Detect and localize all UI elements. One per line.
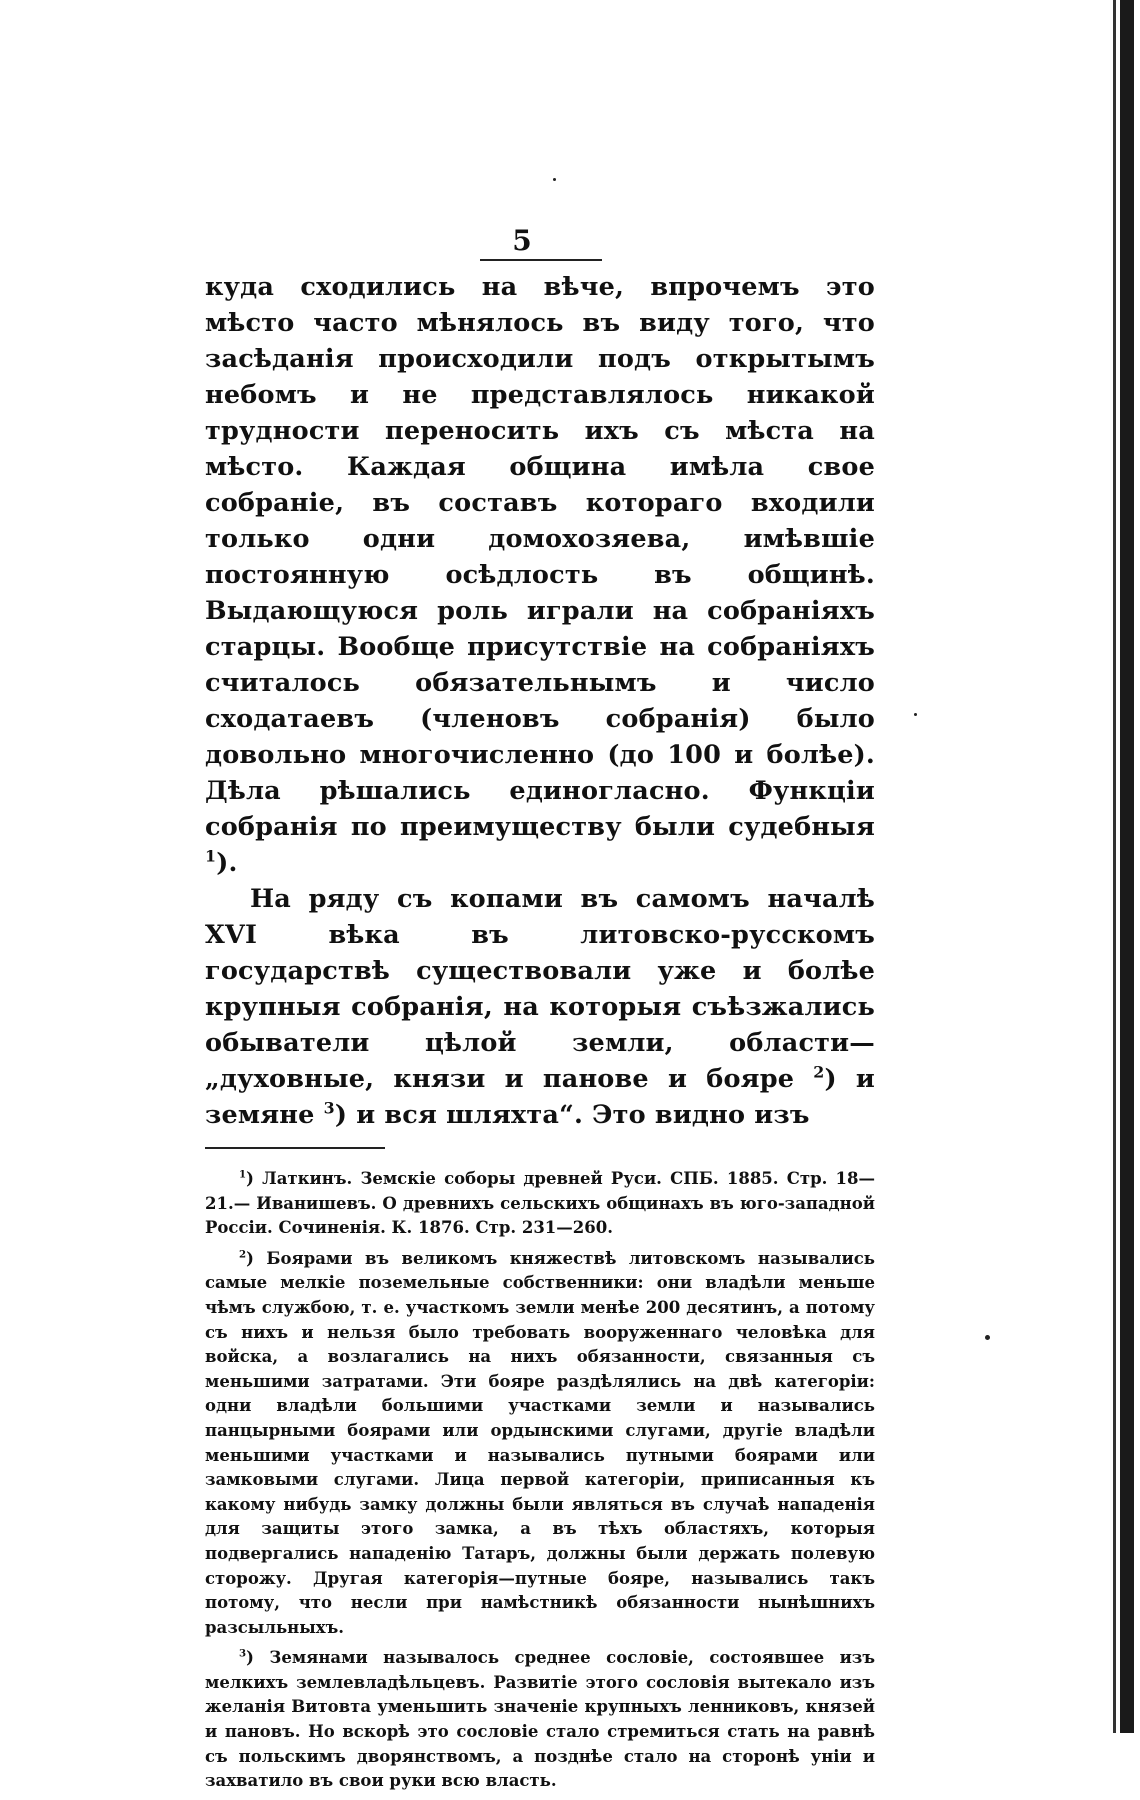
footnote-2: [205, 1247, 875, 1641]
body-text-run: ) и вся шляхта“. Это видно изъ: [334, 1100, 810, 1130]
scan-speck: [553, 178, 556, 181]
footnotes: [205, 1167, 875, 1794]
scan-speck: [914, 713, 917, 716]
footnote-3: [205, 1646, 875, 1794]
body-paragraph: [205, 269, 875, 881]
scan-edge-line: [1113, 0, 1116, 1733]
footnote-1: [205, 1167, 875, 1241]
footnote-mark: 2: [239, 1248, 247, 1261]
page-number: 5: [512, 224, 532, 257]
scan-dark-edge: [1120, 0, 1134, 1733]
footnote-reference: 1: [205, 846, 217, 866]
main-text: [205, 269, 875, 1133]
footnote-reference: 3: [323, 1098, 335, 1118]
footnote-separator: [205, 1147, 385, 1149]
body-text-run: ) и земяне: [205, 1064, 875, 1130]
footnote-mark: 1: [239, 1168, 247, 1181]
footnote-text: ) Боярами въ великомъ княжествѣ литовскомъ назывались самые мелкіе поземельные собственники: они владѣли меньше чѣмъ службою, т. е. участкомъ земли менѣе 200 десятинъ, а потому съ нихъ и нельзя было требовать вооруженнаго человѣка для войска, а возлагались на нихъ обязанности, связанныя съ меньшими затратами. Эти бояре раздѣлялись на двѣ категоріи: одни владѣли большими участками земли и назывались панцырными боярами или ордынскими слугами, другіе владѣли меньшими участками и назывались путными боярами или замковыми слугами. Лица первой категоріи, приписанныя къ какому нибудь замку должны были являться въ случаѣ нападенія для защиты этого замка, а въ тѣхъ областяхъ, которыя подвергались нападенію Татаръ, должны были держать полевую сторожу. Другая категорія—путные бояре, назывались такъ потому, что несли при намѣстникѣ обязанности нынѣшнихъ разсыльныхъ.: [205, 1248, 875, 1637]
body-paragraph: [205, 881, 875, 1133]
book-page: [205, 225, 875, 1800]
footnote-mark: 3: [239, 1647, 247, 1660]
scan-speck: [985, 1335, 990, 1340]
body-text-run: На ряду съ копами въ самомъ началѣ XVI вѣка въ литовско-русскомъ государствѣ существовали уже и болѣе крупныя собранія, на которыя съѣзжались обыватели цѣлой земли, области—„духовные, князи и панове и бояре: [205, 884, 875, 1094]
footnote-text: ) Земянами называлось среднее сословіе, состоявшее изъ мелкихъ землевладѣльцевъ. Развитіе этого сословія вытекало изъ желанія Витовта уменьшить значеніе крупныхъ ленниковъ, князей и пановъ. Но вскорѣ это сословіе стало стремиться стать на равнѣ съ польскимъ дворянствомъ, а позднѣе стало на сторонѣ уніи и захватило въ свои руки всю власть.: [205, 1648, 875, 1791]
footnote-text: ) Латкинъ. Земскіе соборы древней Руси. СПБ. 1885. Стр. 18—21.— Иванишевъ. О древнихъ сельскихъ общинахъ въ юго-западной Россіи. Сочиненія. К. 1876. Стр. 231—260.: [205, 1169, 875, 1238]
page-number-rule: [480, 259, 602, 261]
body-text-run: ).: [216, 848, 238, 878]
body-text-run: куда сходились на вѣче, впрочемъ это мѣсто часто мѣнялось въ виду того, что засѣданія происходили подъ открытымъ небомъ и не представлялось никакой трудности переносить ихъ съ мѣста на мѣсто. Каждая община имѣла свое собраніе, въ составъ котораго входили только одни домохозяева, имѣвшіе постоянную осѣдлость въ общинѣ. Выдающуюся роль играли на собраніяхъ старцы. Вообще присутствіе на собраніяхъ считалось обязательнымъ и число сходатаевъ (членовъ собранія) было довольно многочисленно (до 100 и болѣе). Дѣла рѣшались единогласно. Функціи собранія по преимуществу были судебныя: [205, 272, 875, 842]
footnote-reference: 2: [813, 1062, 825, 1082]
